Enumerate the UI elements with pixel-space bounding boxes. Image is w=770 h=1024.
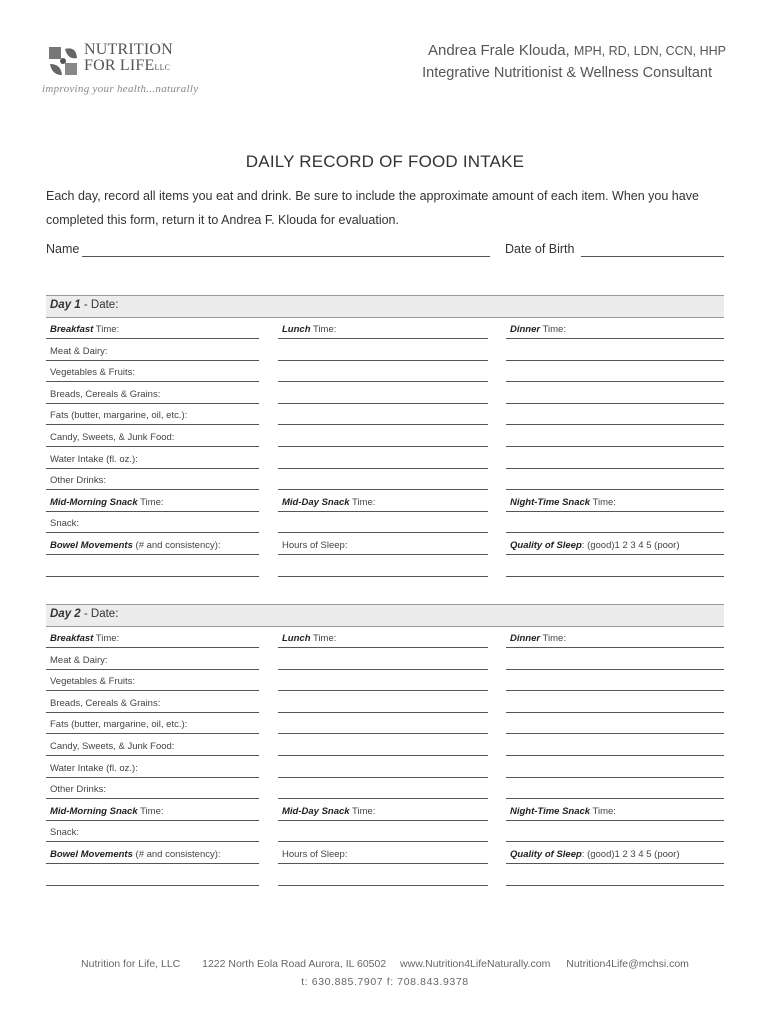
- lunch-field-label: [282, 324, 336, 335]
- day-label: [50, 608, 118, 620]
- lunch-field-label: [282, 633, 336, 644]
- logo-wordmark: [84, 42, 173, 76]
- time-label: Time:: [349, 496, 376, 508]
- dinner-field-label: [510, 324, 566, 335]
- category-field-label: [50, 389, 160, 400]
- hours-of-sleep-field[interactable]: [278, 842, 488, 864]
- lunch-entry-field[interactable]: [278, 712, 488, 734]
- quality-of-sleep-field[interactable]: [506, 533, 724, 555]
- time-label: Time:: [590, 496, 616, 508]
- night-time-snack-field-label: [510, 497, 616, 508]
- category-field-label: [50, 763, 138, 774]
- dinner-entry-field[interactable]: [506, 468, 724, 490]
- category-label: Fats (butter, margarine, oil, etc.):: [50, 719, 188, 731]
- bowel-movements-field[interactable]: [46, 533, 259, 555]
- name-label: Name: [46, 242, 80, 256]
- logo-line1: NUTRITION: [84, 41, 173, 58]
- category-label: Candy, Sweets, & Junk Food:: [50, 432, 175, 443]
- sleep-entry[interactable]: [278, 864, 488, 886]
- author-title: Integrative Nutritionist & Wellness Consultant: [422, 65, 712, 81]
- category-field[interactable]: [46, 403, 259, 425]
- lunch-field[interactable]: [278, 317, 488, 339]
- sleep-quality-label: Quality of Sleep: [510, 540, 582, 551]
- footer-email[interactable]: Nutrition4Life@mchsi.com: [566, 958, 689, 970]
- category-field-label: [50, 346, 108, 357]
- time-label: Time:: [310, 633, 337, 644]
- bowel-movements-field-label: [50, 849, 221, 860]
- time-label: Time:: [137, 496, 164, 508]
- category-label: Vegetables & Fruits:: [50, 676, 136, 688]
- category-field[interactable]: [46, 648, 259, 670]
- snack-label: Snack:: [50, 827, 80, 839]
- logo-tagline: improving your health...naturally: [42, 83, 199, 95]
- category-field-label: [50, 655, 108, 666]
- mid-morning-label: Mid-Morning Snack: [50, 496, 138, 508]
- lunch-entry-field[interactable]: [278, 669, 488, 691]
- footer-company: Nutrition for Life, LLC: [81, 958, 181, 970]
- mid-day-snack-field-label: [282, 806, 375, 817]
- dinner-entry-field[interactable]: [506, 734, 724, 756]
- snack-field-label: [50, 827, 79, 838]
- night-time-snack-field-label: [510, 806, 616, 817]
- sleep-entry[interactable]: [278, 555, 488, 577]
- dinner-entry-field[interactable]: [506, 777, 724, 799]
- dinner-label: Dinner: [510, 633, 541, 644]
- category-field-label: [50, 367, 135, 378]
- dob-label: Date of Birth: [505, 242, 575, 256]
- bowel-label: Bowel Movements: [50, 540, 133, 551]
- quality-of-sleep-field[interactable]: [506, 842, 724, 864]
- lunch-entry-field[interactable]: [278, 447, 488, 469]
- logo-suffix: LLC: [154, 63, 171, 72]
- time-label: Time:: [93, 633, 120, 644]
- category-field-label: [50, 454, 138, 465]
- logo-line2: FOR LIFE: [84, 57, 155, 74]
- mid-morning-snack-field[interactable]: [46, 799, 259, 821]
- day-date-label: - Date:: [80, 608, 119, 620]
- category-field-label: [50, 719, 187, 730]
- dinner-entry-field[interactable]: [506, 447, 724, 469]
- lunch-entry-field[interactable]: [278, 777, 488, 799]
- dinner-entry-field[interactable]: [506, 403, 724, 425]
- hours-of-sleep-field-label: [282, 849, 347, 860]
- time-label: Time:: [137, 805, 164, 817]
- category-label: Breads, Cereals & Grains:: [50, 388, 161, 400]
- sleep-quality-detail: : (good)1 2 3 4 5 (poor): [581, 540, 680, 551]
- dinner-entry-field[interactable]: [506, 669, 724, 691]
- category-field-label: [50, 475, 106, 486]
- snack-field[interactable]: [46, 511, 259, 533]
- mid-morning-label: Mid-Morning Snack: [50, 805, 138, 817]
- time-label: Time:: [349, 805, 376, 817]
- breakfast-field-label: [50, 324, 119, 335]
- author-credentials: MPH, RD, LDN, CCN, HHP: [573, 44, 726, 58]
- category-field-label: [50, 676, 135, 687]
- lunch-entry-field[interactable]: [278, 339, 488, 361]
- category-label: Water Intake (fl. oz.):: [50, 762, 138, 774]
- category-field-label: [50, 410, 187, 421]
- mid-day-snack-field[interactable]: [278, 799, 488, 821]
- footer-address: 1222 North Eola Road Aurora, IL 60502: [202, 958, 387, 970]
- footer-contact: [0, 958, 770, 970]
- lunch-entry-field[interactable]: [278, 756, 488, 778]
- category-field[interactable]: [46, 734, 259, 756]
- dinner-entry-field[interactable]: [506, 756, 724, 778]
- breakfast-field[interactable]: [46, 626, 259, 648]
- author-name: [428, 42, 726, 59]
- mid-day-snack-entry[interactable]: [278, 820, 488, 842]
- quality-of-sleep-field-label: [510, 540, 680, 551]
- dinner-entry-field[interactable]: [506, 425, 724, 447]
- mid-morning-snack-field-label: [50, 806, 164, 817]
- time-label: Time:: [590, 805, 616, 817]
- night-time-label: Night-Time Snack: [510, 496, 591, 508]
- category-label: Other Drinks:: [50, 475, 106, 487]
- lunch-entry-field[interactable]: [278, 734, 488, 756]
- hours-of-sleep-field[interactable]: [278, 533, 488, 555]
- category-field[interactable]: [46, 339, 259, 361]
- category-label: Meat & Dairy:: [50, 654, 108, 666]
- mid-day-snack-entry[interactable]: [278, 511, 488, 533]
- time-label: Time:: [540, 633, 566, 644]
- category-field[interactable]: [46, 756, 259, 778]
- bowel-label: Bowel Movements: [50, 849, 133, 860]
- category-field[interactable]: [46, 712, 259, 734]
- page-title: DAILY RECORD OF FOOD INTAKE: [245, 152, 525, 171]
- dinner-entry-field[interactable]: [506, 712, 724, 734]
- category-field[interactable]: [46, 447, 259, 469]
- sleep-quality-entry[interactable]: [506, 555, 724, 577]
- category-field[interactable]: [46, 777, 259, 799]
- day-header: [46, 604, 724, 627]
- category-label: Vegetables & Fruits:: [50, 367, 136, 379]
- mid-day-label: Mid-Day Snack: [282, 805, 350, 817]
- breakfast-field-label: [50, 633, 119, 644]
- lunch-entry-field[interactable]: [278, 691, 488, 713]
- dinner-field[interactable]: [506, 317, 724, 339]
- snack-field[interactable]: [46, 820, 259, 842]
- dob-field[interactable]: [581, 243, 724, 257]
- mid-day-snack-field-label: [282, 497, 375, 508]
- dinner-entry-field[interactable]: [506, 382, 724, 404]
- category-field[interactable]: [46, 360, 259, 382]
- bowel-movements-field-label: [50, 540, 221, 551]
- category-field-label: [50, 741, 174, 752]
- lunch-entry-field[interactable]: [278, 403, 488, 425]
- lunch-label: Lunch: [282, 324, 311, 335]
- night-time-snack-field[interactable]: [506, 799, 724, 821]
- snack-field-label: [50, 518, 79, 529]
- night-time-snack-field[interactable]: [506, 490, 724, 512]
- category-field[interactable]: [46, 669, 259, 691]
- bowel-entry[interactable]: [46, 555, 259, 577]
- mid-morning-snack-field[interactable]: [46, 490, 259, 512]
- footer-phones: t: 630.885.7907 f: 708.843.9378: [301, 976, 469, 988]
- lunch-entry-field[interactable]: [278, 468, 488, 490]
- dinner-entry-field[interactable]: [506, 648, 724, 670]
- sleep-hours-label: Hours of Sleep:: [282, 849, 348, 860]
- night-snack-entry[interactable]: [506, 820, 724, 842]
- category-field[interactable]: [46, 425, 259, 447]
- time-label: Time:: [540, 324, 566, 335]
- dinner-entry-field[interactable]: [506, 691, 724, 713]
- sleep-quality-label: Quality of Sleep: [510, 849, 582, 860]
- mid-morning-snack-field-label: [50, 497, 164, 508]
- dinner-entry-field[interactable]: [506, 339, 724, 361]
- category-field[interactable]: [46, 382, 259, 404]
- day-label: [50, 299, 118, 311]
- night-time-label: Night-Time Snack: [510, 805, 591, 817]
- lunch-entry-field[interactable]: [278, 360, 488, 382]
- sleep-quality-detail: : (good)1 2 3 4 5 (poor): [581, 849, 680, 860]
- day-number: Day 2: [50, 608, 81, 620]
- bowel-detail: (# and consistency):: [132, 540, 221, 551]
- lunch-label: Lunch: [282, 633, 311, 644]
- leaf-logo-icon: [46, 44, 80, 78]
- bowel-detail: (# and consistency):: [132, 849, 221, 860]
- instructions: Each day, record all items you eat and drink. Be sure to include the approximate amount of each item. When you have completed this form, return it to Andrea F. Klouda for evaluation.: [46, 189, 699, 227]
- day-number: Day 1: [50, 299, 81, 311]
- category-label: Fats (butter, margarine, oil, etc.):: [50, 410, 188, 422]
- footer-website[interactable]: www.Nutrition4LifeNaturally.com: [400, 958, 551, 970]
- category-label: Meat & Dairy:: [50, 345, 108, 357]
- category-field-label: [50, 432, 174, 443]
- category-field[interactable]: [46, 691, 259, 713]
- sleep-hours-label: Hours of Sleep:: [282, 540, 348, 551]
- category-label: Breads, Cereals & Grains:: [50, 697, 161, 709]
- bowel-entry[interactable]: [46, 864, 259, 886]
- mid-day-snack-field[interactable]: [278, 490, 488, 512]
- quality-of-sleep-field-label: [510, 849, 680, 860]
- hours-of-sleep-field-label: [282, 540, 347, 551]
- dinner-label: Dinner: [510, 324, 541, 335]
- day-header: [46, 295, 724, 318]
- category-field[interactable]: [46, 468, 259, 490]
- day-date-label: - Date:: [80, 299, 119, 311]
- lunch-entry-field[interactable]: [278, 425, 488, 447]
- dinner-entry-field[interactable]: [506, 360, 724, 382]
- category-label: Candy, Sweets, & Junk Food:: [50, 741, 175, 752]
- author-fullname: Andrea Frale Klouda,: [427, 42, 570, 59]
- breakfast-label: Breakfast: [50, 633, 94, 644]
- category-label: Other Drinks:: [50, 784, 106, 796]
- category-label: Water Intake (fl. oz.):: [50, 453, 138, 465]
- sleep-quality-entry[interactable]: [506, 864, 724, 886]
- breakfast-label: Breakfast: [50, 324, 94, 335]
- night-snack-entry[interactable]: [506, 511, 724, 533]
- dinner-field[interactable]: [506, 626, 724, 648]
- time-label: Time:: [93, 324, 120, 335]
- lunch-entry-field[interactable]: [278, 382, 488, 404]
- dinner-field-label: [510, 633, 566, 644]
- snack-label: Snack:: [50, 518, 80, 530]
- bowel-movements-field[interactable]: [46, 842, 259, 864]
- name-field[interactable]: [82, 243, 490, 257]
- mid-day-label: Mid-Day Snack: [282, 496, 350, 508]
- lunch-field[interactable]: [278, 626, 488, 648]
- breakfast-field[interactable]: [46, 317, 259, 339]
- category-field-label: [50, 784, 106, 795]
- time-label: Time:: [310, 324, 337, 335]
- category-field-label: [50, 698, 160, 709]
- lunch-entry-field[interactable]: [278, 648, 488, 670]
